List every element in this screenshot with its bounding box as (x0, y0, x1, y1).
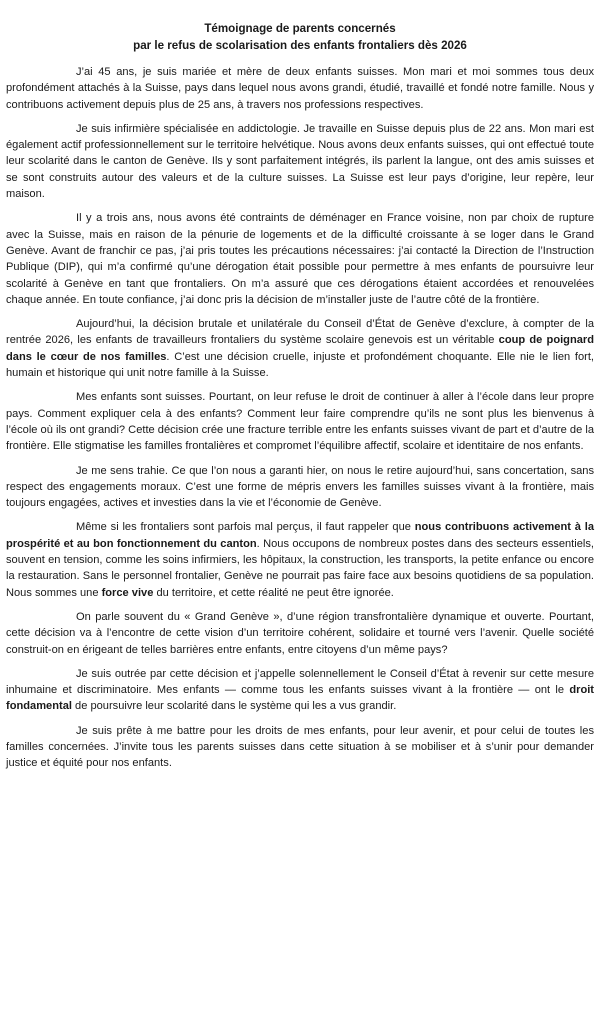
paragraph (6, 666, 594, 715)
text-run: Aujourd’hui, la décision brutale et unilatérale du Conseil d’État de Genève d’exclure, à compter de la rentrée 2026, les enfants de travailleurs frontaliers du système scolaire genevois est un véritable (6, 318, 594, 347)
text-run: . Nous occupons de nombreux postes dans des secteurs essentiels, souvent en tension, comme les soins infirmiers, les hôpitaux, la construction, les transports, la petite enfance ou encore la restauration. Sans le personnel frontalier, Genève ne pourrait pas faire face aux besoins quotidiens de sa population. Nous sommes une (6, 537, 594, 599)
paragraph (6, 210, 594, 308)
paragraph (6, 723, 594, 772)
paragraph (6, 121, 594, 202)
text-run: du territoire, et cette réalité ne peut être ignorée. (153, 586, 394, 599)
text-run: Même si les frontaliers sont parfois mal perçus, il faut rappeler que (76, 521, 415, 534)
paragraph (6, 64, 594, 113)
paragraph (6, 519, 594, 600)
text-run: On parle souvent du « Grand Genève », d’une région transfrontalière dynamique et ouverte. Pourtant, cette décision va à l’encontre de cette vision d’un territoire cohérent, solidaire et tourné vers l’avenir. Quelle société construit-on en érigeant de telles barrières entre enfants, entre citoyens d’un même pays? (6, 610, 594, 656)
text-run: Je me sens trahie. Ce que l’on nous a garanti hier, on nous le retire aujourd’hui, sans concertation, sans respect des engagements moraux. C’est une forme de mépris envers les familles suisses vivant à la frontière, mais toujours engagées, actives et investies dans la vie et l’économie de Genève. (6, 464, 594, 510)
text-run: . C’est une décision cruelle, injuste et profondément choquante. Elle nie le lien fort, humain et historique qui unit notre famille à la Suisse. (6, 350, 594, 380)
text-run: Je suis prête à me battre pour les droits de mes enfants, pour leur avenir, et pour celui de toutes les familles concernées. J’invite tous les parents suisses dans cette situation à se mobiliser et à s’unir pour demander justice et équité pour nos enfants. (6, 724, 594, 770)
bold-text: coup de poignard dans le cœur de nos familles (6, 334, 595, 363)
paragraph (6, 609, 594, 658)
document-body (6, 64, 594, 772)
bold-text: nous contribuons activement à la prospérité et au bon fonctionnement du canton (6, 521, 594, 550)
text-run: de poursuivre leur scolarité dans le système qui les a vus grandir. (71, 700, 397, 713)
title-line-1: Témoignage de parents concernés (204, 22, 396, 35)
text-run: Mes enfants sont suisses. Pourtant, on leur refuse le droit de continuer à aller à l’école dans leur propre pays. Comment expliquer cela à des enfants? Comment leur faire comprendre qu’ils ne sont plus les bienvenus à l’école où ils ont grandi? Cette décision crée une fracture terrible entre les enfants suisses vivant de part et d’autre de la frontière. Elle stigmatise les familles frontalières et compromet l’équilibre affectif, scolaire et identitaire de nos enfants. (6, 391, 594, 453)
paragraph (6, 316, 594, 381)
paragraph (6, 389, 594, 454)
text-run: Je suis outrée par cette décision et j’appelle solennellement le Conseil d’État à revenir sur cette mesure inhumaine et discriminatoire. Mes enfants — comme tous les enfants suisses vivant à la frontière — ont le (6, 667, 594, 697)
text-run: J’ai 45 ans, je suis mariée et mère de deux enfants suisses. Mon mari et moi sommes tous deux profondément attachés à la Suisse, pays dans lequel nous avons grandi, étudié, travaillé et fondé notre famille. Nous y contribuons activement depuis plus de 25 ans, à travers nos professions respectives. (6, 66, 594, 111)
bold-text: droit fondamental (6, 684, 594, 713)
text-run: Il y a trois ans, nous avons été contraints de déménager en France voisine, non par choix de rupture avec la Suisse, mais en raison de la pénurie de logements et de la difficulté croissante à se loger dans le Grand Genève. Avant de franchir ce pas, j’ai pris toutes les précautions nécessaires: j’ai contacté la Direction de l’Instruction Publique (DIP), qui m’a confirmé qu’une dérogation était possible pour permettre à mes enfants de poursuivre leur scolarité à Genève en tant que frontaliers. On m’a assuré que ces dérogations étaient accordées et renouvelées chaque année. En toute confiance, j’ai donc pris la décision de m’installer juste de l’autre côté de la frontière. (6, 212, 594, 306)
document-title (6, 20, 594, 54)
bold-text: force vive (101, 586, 154, 599)
text-run: Je suis infirmière spécialisée en addictologie. Je travaille en Suisse depuis plus de 22 ans. Mon mari est également actif professionnellement sur le territoire helvétique. Nous avons deux enfants suisses, qui ont effectué toute leur scolarité dans le canton de Genève. Ils y sont parfaitement intégrés, ils parlent la langue, ont des amis suisses et se sont construits autour des valeurs et de la culture suisses. La Suisse est leur pays d’origine, leur repère, leur maison. (6, 122, 594, 201)
paragraph (6, 463, 594, 512)
title-line-2: par le refus de scolarisation des enfants frontaliers dès 2026 (133, 39, 467, 52)
